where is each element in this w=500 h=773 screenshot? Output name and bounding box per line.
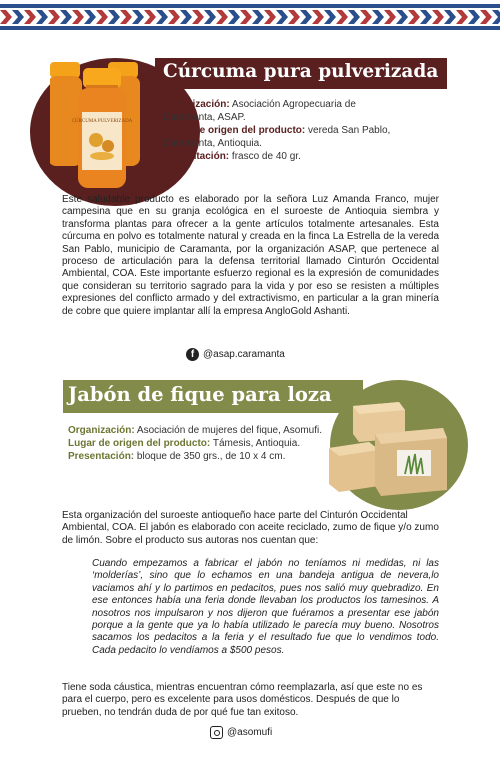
product2-org-value: Asociación de mujeres del fique, Asomufi.: [134, 425, 323, 436]
instagram-icon: [210, 726, 223, 739]
turmeric-bottles-image: [50, 60, 160, 190]
product2-presentation-value: bloque de 350 grs., de 10 x 4 cm.: [134, 451, 286, 462]
product2-quote: Cuando empezamos a fabricar el jabón no teníamos ni medidas, ni las ‘molderías’, sino que lo echamos en una bandeja antigua de nevera,lo vaciamos ahí y lo partimos en pedacitos, pues nos salió muy quebradizo. En ese entonces había una feria donde llevaban los productos los tamesinos. A nosotros nos impulsaron y nos dijeron que fuéramos a presentar ese jabón porque a la gente que ya lo había utilizado le parecía muy bueno. Nosotros sacamos los pedacitos a la feria y el resultado fue que lo vendimos todo. Cada pedacito lo vendíamos a $500 pesos.: [92, 558, 439, 656]
product1-social-link[interactable]: [186, 348, 285, 361]
product1-presentation-label: Presentación:: [163, 151, 230, 162]
top-woven-stripe: [0, 0, 500, 34]
product2-social-handle: @asomufi: [227, 727, 273, 738]
product2-closing: Tiene soda cáustica, mientras encuentran cómo reemplazarla, así que este no es para el cuerpo, pero es excelente para usos domésticos. Después de que lo prueben, no tendrán duda de por qué fue tan exitoso.: [62, 682, 423, 718]
product2-org-label: Organización:: [68, 425, 135, 436]
product1-title-banner: [155, 58, 447, 89]
product1-details: [163, 98, 403, 163]
product1-presentation-value: frasco de 40 gr.: [229, 151, 301, 162]
product2-social-link[interactable]: [210, 726, 272, 739]
product2-origin-value: Támesis, Antioquia.: [210, 438, 301, 449]
product2-details: [68, 424, 328, 463]
product1-description: Este saludable producto es elaborado por la señora Luz Amanda Franco, mujer campesina que en su granja ecológica en el suroeste de Antioquia siembra y transforma plantas para ofrecer a la gente artículos totalmente artesanales. Esta cúrcuma en polvo es totalmente natural y creada en la finca La Estrella de la vereda San Pablo, municipio de Caramanta, por la organización ASAP, que pertenece al proceso de articulación para la defensa territorial llamado Cinturón Occidental Ambiental, COA. Este importante esfuerzo regional es la expresión de comunidades que consideran su territorio sagrado para la vida y por eso se resisten a múltiples expresiones del conflicto armado y del extractivismo, en particular a la gran minería de cobre que quiere implantar allí la empresa AngloGold Ashanti.: [62, 194, 439, 317]
product1-origin-value: vereda San Pablo, Caramanta, Antioquia.: [163, 125, 391, 149]
facebook-icon: f: [186, 348, 199, 361]
product1-org-value: Asociación Agropecuaria de Caramanta, ASAP.: [163, 99, 356, 123]
product2-title: Jabón de fique para loza: [68, 383, 332, 406]
product1-social-handle: @asap.caramanta: [203, 349, 285, 360]
soap-blocks-image: [325, 398, 450, 498]
product2-origin-label: Lugar de origen del producto:: [68, 438, 211, 449]
product1-title: Cúrcuma pura pulverizada: [163, 61, 439, 82]
product1-origin-label: Lugar de origen del producto:: [163, 125, 306, 136]
product2-presentation-label: Presentación:: [68, 451, 135, 462]
bottle-label-text: CÚRCUMA PULVERIZADA: [71, 119, 133, 124]
product2-intro: Esta organización del suroeste antioqueño hace parte del Cinturón Occidental Ambiental, COA. El jabón es elaborado con aceite reciclado, zumo de fique y/o zumo de limón. Sobre el producto sus autoras nos cuentan que:: [62, 510, 439, 546]
product2-title-banner: [63, 380, 363, 413]
product1-org-label: Organización:: [163, 99, 230, 110]
